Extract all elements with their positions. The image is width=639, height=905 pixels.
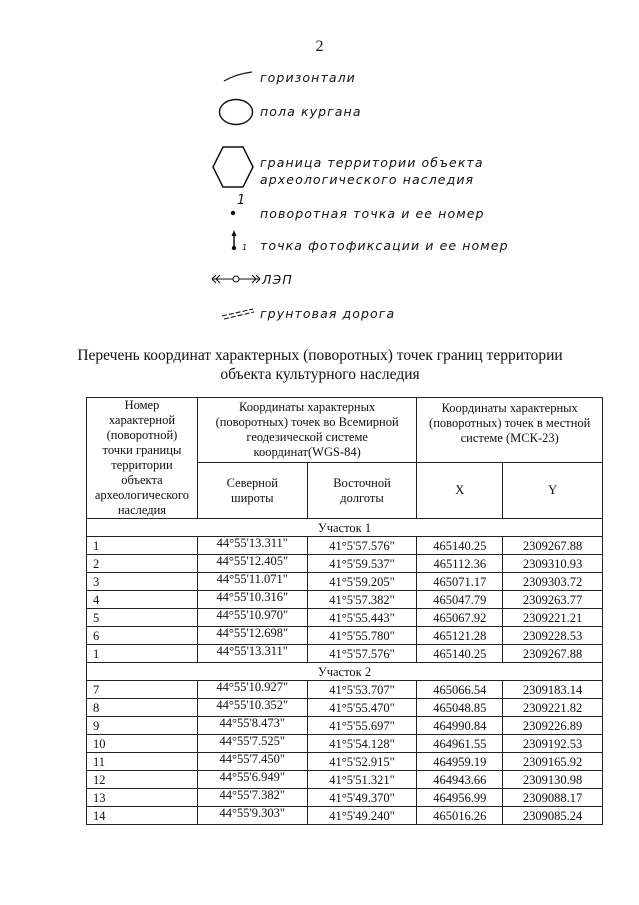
- h-lon-line: долготы: [340, 490, 384, 505]
- table-row: [87, 717, 603, 735]
- coordinates-table-body: [87, 519, 603, 825]
- table-row: [87, 753, 603, 771]
- y-cell: 2309267.88: [503, 537, 603, 555]
- latitude-cell: 44°55'10.352": [197, 699, 307, 717]
- x-cell: 464959.19: [417, 753, 503, 771]
- x-cell: 464956.99: [417, 789, 503, 807]
- legend-label-boundary-1: граница территории объекта: [260, 155, 484, 170]
- latitude-cell: 44°55'6.949": [197, 771, 307, 789]
- legend-label-boundary-2: археологического наследия: [260, 172, 475, 187]
- h-col1-line: археологического: [94, 488, 189, 502]
- x-cell: 464990.84: [417, 717, 503, 735]
- x-cell: 465066.54: [417, 681, 503, 699]
- y-cell: 2309267.88: [503, 645, 603, 663]
- longitude-cell: 41°5'52.915": [307, 753, 417, 771]
- y-cell: 2309221.21: [503, 609, 603, 627]
- header-latitude: [197, 463, 307, 519]
- x-cell: 465048.85: [417, 699, 503, 717]
- turning-point-number: 1: [237, 193, 247, 208]
- point-number-cell: 1: [87, 645, 198, 663]
- legend-label-power-line: ЛЭП: [262, 272, 293, 287]
- legend-label-contours: горизонтали: [260, 70, 356, 85]
- longitude-cell: 41°5'57.576": [307, 645, 417, 663]
- y-cell: 2309303.72: [503, 573, 603, 591]
- longitude-cell: 41°5'57.382": [307, 591, 417, 609]
- h-col1-line: наследия: [117, 503, 167, 517]
- point-number-cell: 2: [87, 555, 198, 573]
- table-row: [87, 609, 603, 627]
- x-cell: 465016.26: [417, 807, 503, 825]
- table-row: [87, 573, 603, 591]
- h-lon-line: Восточной: [333, 475, 391, 490]
- legend-label-dirt-road: грунтовая дорога: [260, 306, 396, 321]
- header-wgs84: [197, 398, 417, 463]
- header-x: X: [417, 463, 503, 519]
- latitude-cell: 44°55'7.382": [197, 789, 307, 807]
- table-row: [87, 627, 603, 645]
- table-row: [87, 789, 603, 807]
- point-number-cell: 6: [87, 627, 198, 645]
- x-cell: 465071.17: [417, 573, 503, 591]
- coordinates-table: [86, 397, 603, 825]
- latitude-cell: 44°55'12.405": [197, 555, 307, 573]
- section-title: Участок 2: [87, 663, 603, 681]
- latitude-cell: 44°55'11.071": [197, 573, 307, 591]
- header-point-number: [87, 398, 198, 519]
- x-cell: 465047.79: [417, 591, 503, 609]
- header-longitude: [307, 463, 417, 519]
- y-cell: 2309221.82: [503, 699, 603, 717]
- latitude-cell: 44°55'7.525": [197, 735, 307, 753]
- longitude-cell: 41°5'55.697": [307, 717, 417, 735]
- point-number-cell: 3: [87, 573, 198, 591]
- x-cell: 465112.36: [417, 555, 503, 573]
- point-number-cell: 11: [87, 753, 198, 771]
- table-row: [87, 735, 603, 753]
- h-col1-line: точки границы: [102, 443, 182, 457]
- latitude-cell: 44°55'10.316": [197, 591, 307, 609]
- photo-point-number: 1: [242, 243, 248, 252]
- dirt-road-icon: [220, 304, 256, 320]
- section-row: [87, 519, 603, 537]
- point-number-cell: 10: [87, 735, 198, 753]
- y-cell: 2309130.98: [503, 771, 603, 789]
- table-row: [87, 699, 603, 717]
- point-number-cell: 12: [87, 771, 198, 789]
- point-number-cell: 8: [87, 699, 198, 717]
- point-number-cell: 9: [87, 717, 198, 735]
- table-title: [40, 346, 600, 384]
- ellipse-icon: [217, 97, 255, 127]
- h-lat-line: широты: [231, 490, 274, 505]
- x-cell: 465067.92: [417, 609, 503, 627]
- point-number-cell: 5: [87, 609, 198, 627]
- h-col1-line: территории: [111, 458, 173, 472]
- latitude-cell: 44°55'10.927": [197, 681, 307, 699]
- table-row: [87, 555, 603, 573]
- latitude-cell: 44°55'12.698": [197, 627, 307, 645]
- table-row: [87, 645, 603, 663]
- h-col1-line: (поворотной): [106, 428, 178, 442]
- h-col1-line: объекта: [121, 473, 163, 487]
- y-cell: 2309263.77: [503, 591, 603, 609]
- point-number-cell: 13: [87, 789, 198, 807]
- longitude-cell: 41°5'57.576": [307, 537, 417, 555]
- y-cell: 2309183.14: [503, 681, 603, 699]
- point-number-cell: 1: [87, 537, 198, 555]
- y-cell: 2309165.92: [503, 753, 603, 771]
- contour-line-icon: [222, 70, 254, 84]
- h-lat-line: Северной: [226, 475, 278, 490]
- latitude-cell: 44°55'13.311": [197, 537, 307, 555]
- section-row: [87, 663, 603, 681]
- page-number: 2: [315, 38, 324, 55]
- table-row: [87, 771, 603, 789]
- y-cell: 2309226.89: [503, 717, 603, 735]
- latitude-cell: 44°55'9.303": [197, 807, 307, 825]
- x-cell: 464943.66: [417, 771, 503, 789]
- point-number-cell: 4: [87, 591, 198, 609]
- latitude-cell: 44°55'13.311": [197, 645, 307, 663]
- x-cell: 465140.25: [417, 645, 503, 663]
- x-cell: 465140.25: [417, 537, 503, 555]
- longitude-cell: 41°5'55.780": [307, 627, 417, 645]
- table-row: [87, 807, 603, 825]
- longitude-cell: 41°5'49.370": [307, 789, 417, 807]
- legend-label-photo-point: точка фотофиксации и ее номер: [260, 238, 509, 253]
- h-wgs-line: координат(WGS-84): [253, 445, 361, 459]
- table-row: [87, 591, 603, 609]
- header-y: Y: [503, 463, 603, 519]
- table-title-line1: Перечень координат характерных (поворотных) точек границ территории: [77, 347, 563, 364]
- power-line-icon: [210, 271, 262, 287]
- y-cell: 2309228.53: [503, 627, 603, 645]
- h-col1-line: характерной: [108, 413, 176, 427]
- h-msk-line: Координаты характерных: [441, 401, 578, 415]
- legend-label-turning-point: поворотная точка и ее номер: [260, 206, 485, 221]
- y-cell: 2309088.17: [503, 789, 603, 807]
- point-number-cell: 7: [87, 681, 198, 699]
- longitude-cell: 41°5'59.537": [307, 555, 417, 573]
- longitude-cell: 41°5'53.707": [307, 681, 417, 699]
- h-col1-line: Номер: [124, 398, 160, 412]
- longitude-cell: 41°5'55.443": [307, 609, 417, 627]
- y-cell: 2309085.24: [503, 807, 603, 825]
- h-wgs-line: геодезической системе: [246, 430, 368, 444]
- x-cell: 464961.55: [417, 735, 503, 753]
- h-msk-line: системе (МСК-23): [460, 431, 559, 445]
- h-wgs-line: Координаты характерных: [239, 400, 376, 414]
- h-wgs-line: (поворотных) точек во Всемирной: [215, 415, 399, 429]
- hexagon-icon: [210, 144, 256, 190]
- longitude-cell: 41°5'59.205": [307, 573, 417, 591]
- latitude-cell: 44°55'8.473": [197, 717, 307, 735]
- longitude-cell: 41°5'49.240": [307, 807, 417, 825]
- legend-label-mound: пола кургана: [260, 104, 362, 119]
- h-msk-line: (поворотных) точек в местной: [429, 416, 591, 430]
- longitude-cell: 41°5'51.321": [307, 771, 417, 789]
- header-msk23: [417, 398, 603, 463]
- latitude-cell: 44°55'7.450": [197, 753, 307, 771]
- table-title-line2: объекта культурного наследия: [220, 366, 420, 383]
- table-row: [87, 537, 603, 555]
- y-cell: 2309310.93: [503, 555, 603, 573]
- table-row: [87, 681, 603, 699]
- y-cell: 2309192.53: [503, 735, 603, 753]
- longitude-cell: 41°5'55.470": [307, 699, 417, 717]
- longitude-cell: 41°5'54.128": [307, 735, 417, 753]
- x-cell: 465121.28: [417, 627, 503, 645]
- point-number-cell: 14: [87, 807, 198, 825]
- latitude-cell: 44°55'10.970": [197, 609, 307, 627]
- section-title: Участок 1: [87, 519, 603, 537]
